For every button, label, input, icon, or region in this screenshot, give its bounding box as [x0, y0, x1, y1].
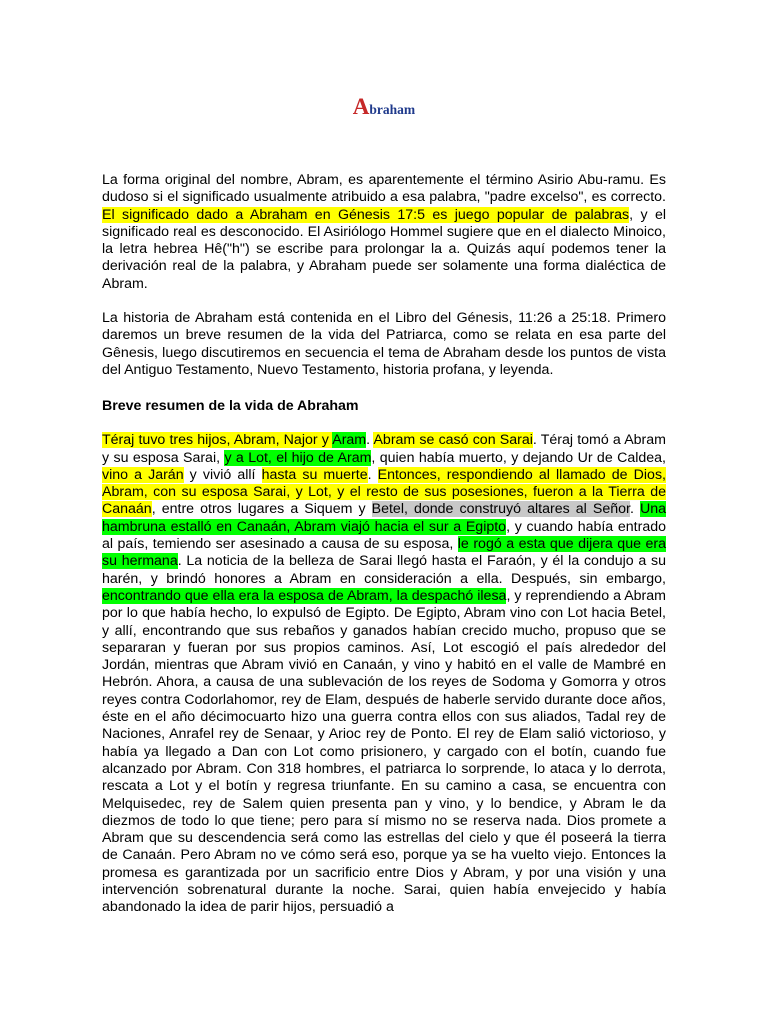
title-initial-letter: A	[352, 94, 370, 119]
text-run: .	[367, 466, 378, 483]
paragraph-introduction: La historia de Abraham está contenida en el Libro del Génesis, 11:26 a 25:18. Primero daremos un breve resumen de la vida del Patriarca, como se relata en esa parte del Gênesis, luego discutiremos en secuencia el tema de Abraham desde los puntos de vista del Antiguo Testamento, Nuevo Testamento, historia profana, y leyenda.	[102, 310, 666, 378]
section-heading: Breve resumen de la vida de Abraham	[102, 398, 359, 415]
document-page	[102, 92, 666, 917]
text-run: . Téraj tomó a Abram y su esposa Sarai,	[102, 432, 666, 466]
text-run: La forma original del nombre, Abram, es aparentemente el término Asirio Abu-ramu. Es dudoso si el significado usualmente atribuido a esa palabra, "padre excelso", es correcto.	[102, 172, 666, 206]
highlighted-text-run: Aram	[332, 432, 367, 449]
text-run: , quien había muerto, y dejando Ur de Caldea,	[371, 449, 667, 466]
text-run: , y el significado real es desconocido. El Asiriólogo Hommel sugiere que en el dialecto Minoico, la letra hebrea Hê("h") se escribe para prolongar la a. Quizás aquí podemos tener la derivación real de la palabra, y Abraham puede ser solamente una forma dialéctica de Abram.	[102, 206, 666, 292]
text-run: , y reprendiendo a Abram por lo que había hecho, lo expulsó de Egipto. De Egipto, Abram vino con Lot hacia Betel, y allí, encontrando que sus rebaños y ganados habían crecido mucho, propuso que se separaran y fueran por sus propios caminos. Así, Lot escogió el país alrededor del Jordán, mientras que Abram vivió en Canaán, y vino y habitó en el valle de Mambré en Hebrón. Ahora, a causa de una sublevación de los reyes de Sodoma y Gomorra y otros reyes contra Codorlahomor, rey de Elam, después de haberle servido durante doce años, éste en el año décimocuarto hizo una guerra contra ellos con sus aliados, Tadal rey de Naciones, Anrafel rey de Senaar, y Arioc rey de Ponto. El rey de Elam salió victorioso, y había ya llegado a Dan con Lot como prisionero, y cargado con el botín, cuando fue alcanzado por Abram. Con 318 hombres, el patriarca lo sorprende, lo ataca y lo derrota, rescata a Lot y el botín y regresa triunfante. En su camino a casa, se encuentra con Melquisedec, rey de Salem quien presenta pan y vino, y lo bendice, y Abram le da diezmos de todo lo que tiene; pero para sí mismo no se reserva nada. Dios promete a Abram que su descendencia será como las estrellas del cielo y que él poseerá la tierra de Canaán. Pero Abram no ve cómo será eso, porque ya se ha vuelto viejo. Entonces la promesa es garantizada por un sacrificio entre Dios y Abram, y por una visión y una intervención sobrenatural durante la noche. Sarai, quien había envejecido y había abandonado la idea de parir hijos, persuadió a	[102, 587, 666, 916]
highlighted-text-run: y a Lot, el hijo de Aram	[224, 449, 372, 466]
highlighted-text-run: Entonces, respondiendo al llamado de Dios, Abram, con su esposa Sarai, y Lot, y el resto de sus posesiones, fueron a la Tierra de Canaán	[102, 466, 666, 518]
highlighted-text-run: hasta su muerte	[261, 466, 368, 483]
highlighted-text-run: le rogó a esta que dijera que era su hermana	[102, 536, 666, 570]
highlighted-text-run: El significado dado a Abraham en Génesis 17:5 es juego popular de palabras	[102, 206, 630, 223]
highlighted-text-run: vino a Jarán	[102, 466, 184, 483]
text-run: .	[629, 501, 640, 518]
paragraph-life-summary	[102, 432, 666, 916]
title-rest: braham	[369, 102, 416, 117]
text-run: . La noticia de la belleza de Sarai llegó hasta el Faraón, y él la condujo a su harén, y brindó honores a Abram en consideración a ella. Después, sin embargo,	[102, 553, 667, 587]
highlighted-text-run: Una hambruna estalló en Canaán, Abram viajó hacia el sur a Egipto	[102, 501, 666, 535]
highlighted-text-run: Abram se casó con Sarai	[373, 432, 533, 449]
text-run: y vivió allí	[183, 466, 262, 483]
highlighted-text-run: Téraj tuvo tres hijos, Abram, Najor y	[102, 432, 333, 449]
text-run: , y cuando había entrado al país, temiendo ser asesinado a causa de su esposa,	[102, 518, 666, 553]
highlighted-text-run: encontrando que ella era la esposa de Abram, la despachó ilesa	[102, 587, 507, 604]
text-run: .	[366, 432, 374, 449]
paragraph-name-origin	[102, 172, 666, 293]
highlighted-text-run: Betel, donde construyó altares al Señor	[371, 501, 630, 518]
text-run: , entre otros lugares a Siquem y	[151, 501, 372, 518]
document-title	[102, 92, 666, 122]
